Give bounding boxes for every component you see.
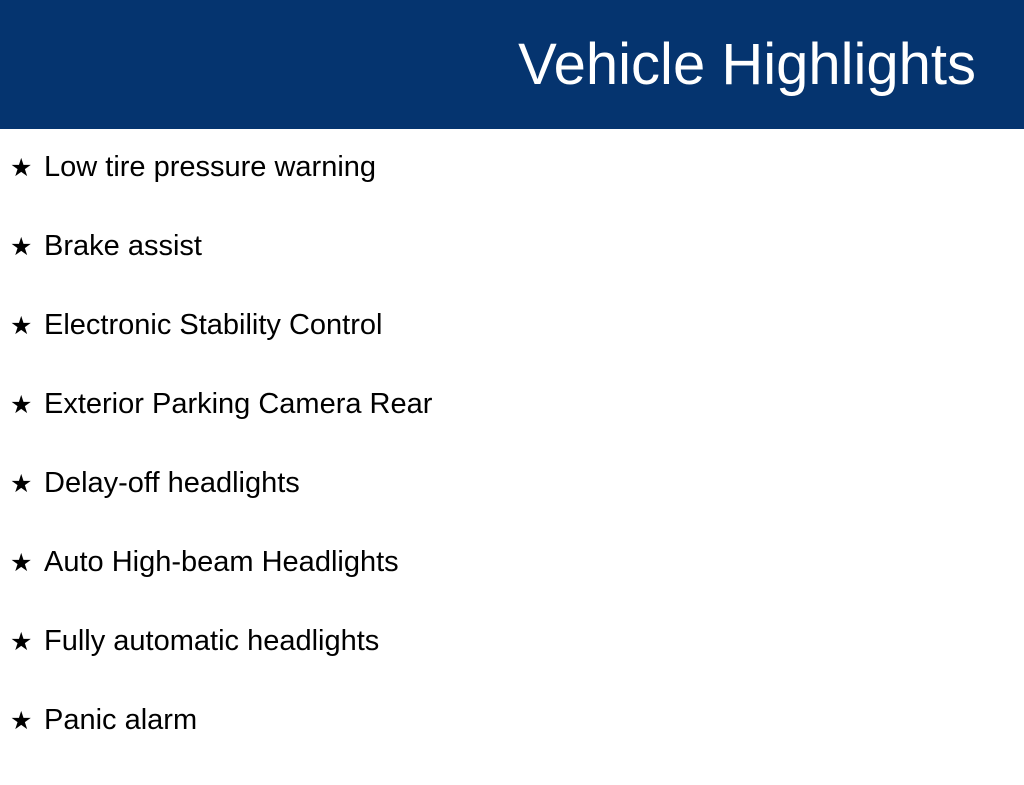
list-item-label: Auto High-beam Headlights [44, 546, 399, 578]
list-item [0, 706, 1024, 785]
slide-content [0, 129, 1024, 768]
list-item [0, 232, 1024, 311]
list-item-label: Exterior Parking Camera Rear [44, 388, 433, 420]
star-bullet-icon: ★ [10, 391, 33, 419]
list-item-label: Fully automatic headlights [44, 625, 380, 657]
vehicle-highlights-list [0, 153, 1024, 785]
star-bullet-icon: ★ [10, 154, 33, 182]
list-item-label: Brake assist [44, 230, 202, 262]
list-item [0, 311, 1024, 390]
list-item [0, 627, 1024, 706]
star-bullet-icon: ★ [10, 233, 33, 261]
star-bullet-icon: ★ [10, 470, 33, 498]
list-item [0, 548, 1024, 627]
list-item-label: Delay-off headlights [44, 467, 300, 499]
list-item-label: Electronic Stability Control [44, 309, 383, 341]
list-item-label: Panic alarm [44, 704, 198, 736]
star-bullet-icon: ★ [10, 628, 33, 656]
star-bullet-icon: ★ [10, 549, 33, 577]
star-bullet-icon: ★ [10, 312, 33, 340]
list-item [0, 153, 1024, 232]
list-item-label: Low tire pressure warning [44, 151, 377, 183]
list-item [0, 390, 1024, 469]
list-item [0, 469, 1024, 548]
star-bullet-icon: ★ [10, 707, 33, 735]
page-title: Vehicle Highlights [518, 31, 976, 97]
slide-header [0, 0, 1024, 129]
